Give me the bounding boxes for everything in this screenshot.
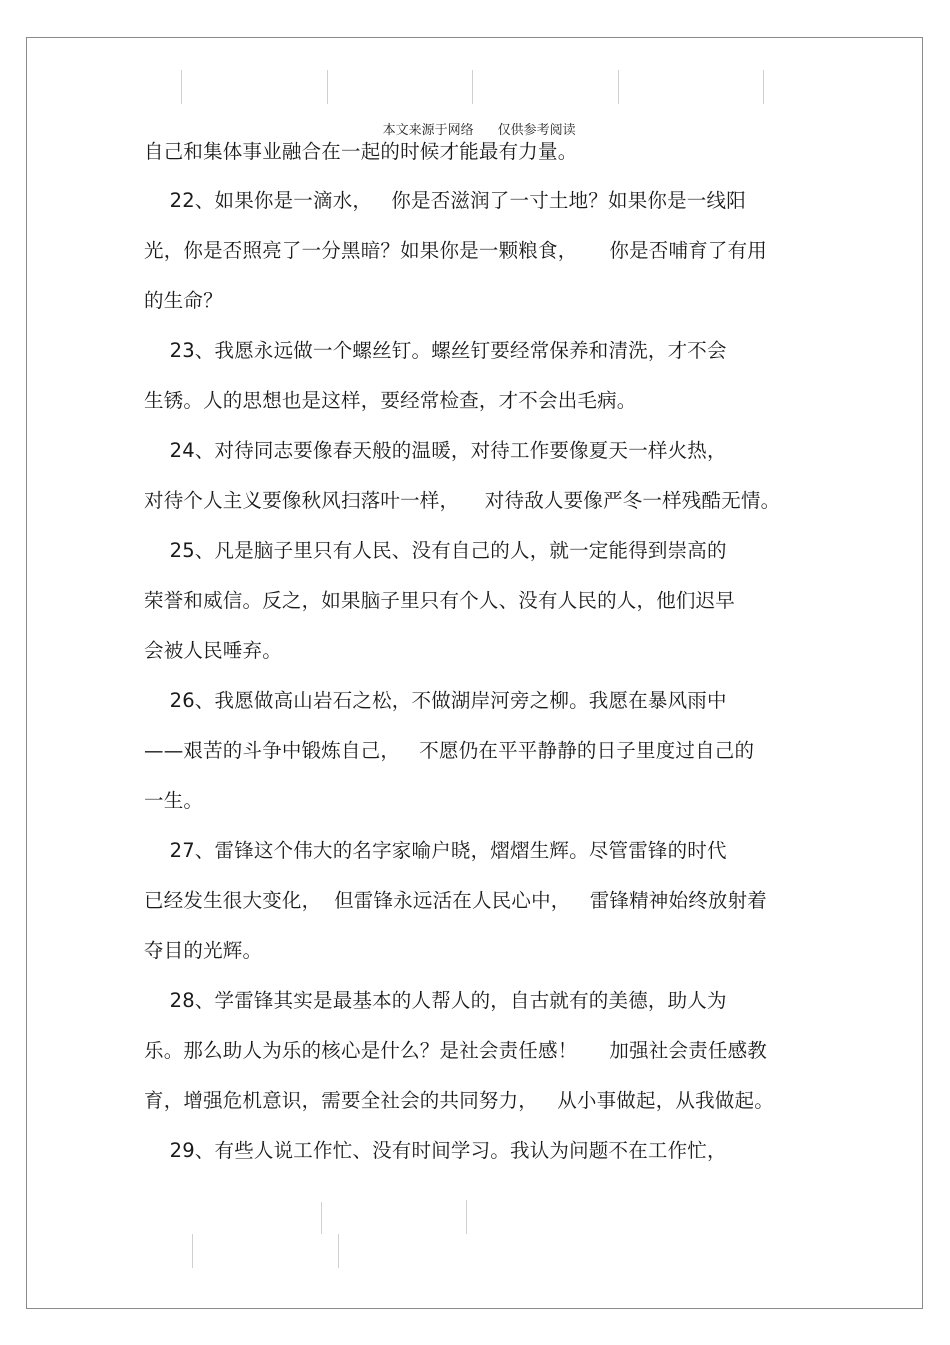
- text-line: 乐。那么助人为乐的核心是什么？是社会责任感！ 加强社会责任感教: [144, 1039, 767, 1062]
- page-frame: [26, 37, 923, 1309]
- text-line: 已经发生很大变化， 但雷锋永远活在人民心中， 雷锋精神始终放射着: [144, 889, 767, 912]
- decorative-rule: [763, 70, 764, 104]
- text-line: 26、我愿做高山岩石之松，不做湖岸河旁之柳。我愿在暴风雨中: [144, 689, 727, 712]
- decorative-rule: [181, 70, 182, 104]
- header-reference-note: 仅供参考阅读: [497, 123, 576, 138]
- decorative-rule: [321, 1202, 322, 1234]
- text-line: 28、学雷锋其实是最基本的人帮人的，自古就有的美德，助人为: [144, 989, 727, 1012]
- text-line: 生锈。人的思想也是这样，要经常检查，才不会出毛病。: [144, 389, 637, 412]
- decorative-rule: [192, 1234, 193, 1268]
- text-line: 25、凡是脑子里只有人民、没有自己的人，就一定能得到崇高的: [144, 539, 727, 562]
- decorative-rule: [466, 1200, 467, 1234]
- text-line: 的生命？: [144, 289, 223, 312]
- decorative-rule: [472, 70, 473, 104]
- text-line: 一生。: [144, 789, 204, 812]
- text-line: 29、有些人说工作忙、没有时间学习。我认为问题不在工作忙，: [144, 1139, 727, 1162]
- text-line: 育，增强危机意识，需要全社会的共同努力， 从小事做起，从我做起。: [144, 1089, 774, 1112]
- text-line: 24、对待同志要像春天般的温暖，对待工作要像夏天一样火热，: [144, 439, 727, 462]
- page-header: [0, 104, 950, 138]
- text-line: ——艰苦的斗争中锻炼自己， 不愿仍在平平静静的日子里度过自己的: [144, 739, 755, 762]
- header-source-note: 本文来源于网络: [382, 123, 474, 138]
- text-line: 会被人民唾弃。: [144, 639, 282, 662]
- text-line: 夺目的光辉。: [144, 939, 263, 962]
- text-line: 荣誉和威信。反之，如果脑子里只有个人、没有人民的人，他们迟早: [144, 589, 736, 612]
- text-line: 自己和集体事业融合在一起的时候才能最有力量。: [144, 140, 578, 163]
- decorative-rule: [338, 1234, 339, 1268]
- text-line: 27、雷锋这个伟大的名字家喻户晓，熠熠生辉。尽管雷锋的时代: [144, 839, 727, 862]
- text-line: 光，你是否照亮了一分黑暗？如果你是一颗粮食， 你是否哺育了有用: [144, 239, 767, 262]
- text-line: 对待个人主义要像秋风扫落叶一样， 对待敌人要像严冬一样残酷无情。: [144, 489, 781, 512]
- text-line: 23、我愿永远做一个螺丝钉。螺丝钉要经常保养和清洗，才不会: [144, 339, 727, 362]
- text-line: 22、如果你是一滴水， 你是否滋润了一寸土地？如果你是一线阳: [144, 189, 746, 212]
- decorative-rule: [618, 70, 619, 104]
- decorative-rule: [327, 70, 328, 104]
